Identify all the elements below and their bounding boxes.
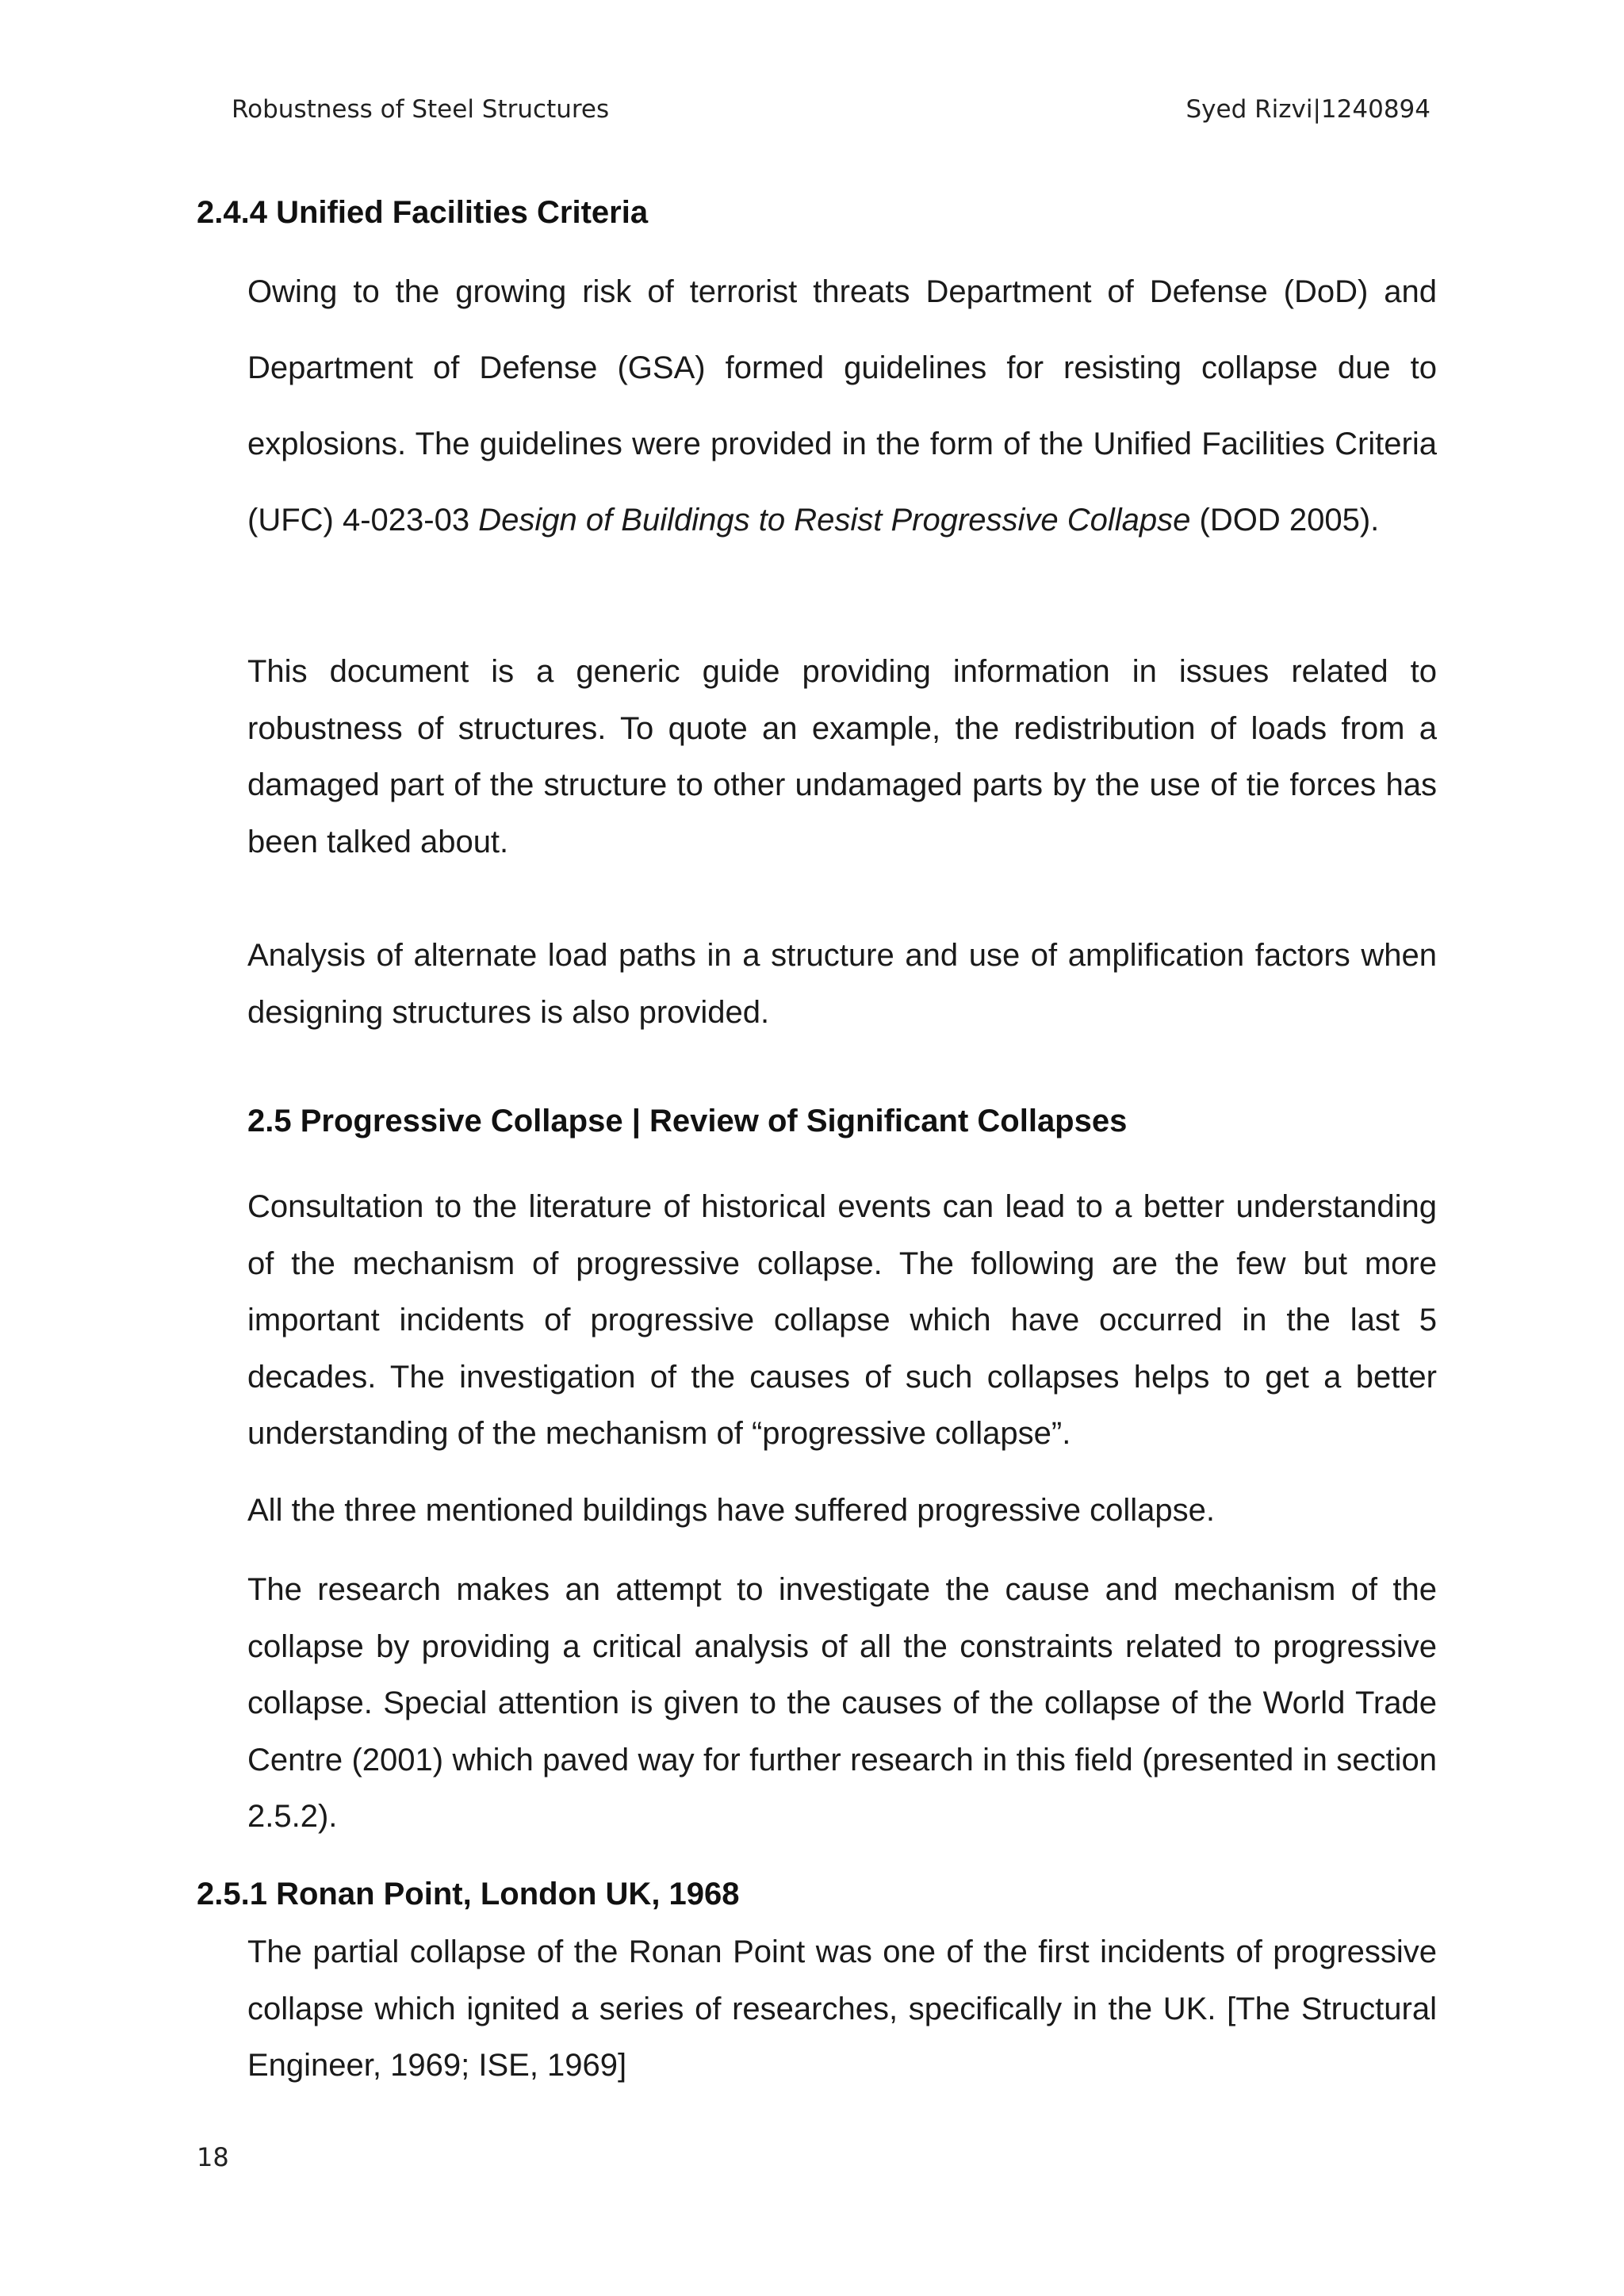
paragraph-progressive-intro: Consultation to the literature of historical events can lead to a better understanding of the mechanism of progressive collapse. The following are the few but more important incidents of progressive collapse which have occurred in the last 5 decades. The investigation of the causes of such collapses helps to get a better understanding of the mechanism of “progressive collapse”. — [247, 1189, 1437, 1451]
page-number: 18 — [197, 2142, 229, 2172]
author-id: Syed Rizvi|1240894 — [1185, 95, 1431, 124]
paragraph-three-buildings: All the three mentioned buildings have suffered progressive collapse. — [247, 1493, 1215, 1528]
running-title: Robustness of Steel Structures — [232, 95, 610, 124]
heading-2-5: 2.5 Progressive Collapse | Review of Significant Collapses — [247, 1104, 1128, 1138]
paragraph-ufc-intro-tail: (DOD 2005). — [1190, 503, 1380, 538]
paragraph-ronan-point: The partial collapse of the Ronan Point was one of the first incidents of progressive collapse which ignited a series of researches, specifically in the UK. [The Structural Engineer, 1969; ISE, 1969] — [247, 1934, 1437, 2083]
document-title-italic: Design of Buildings to Resist Progressive Collapse — [478, 503, 1191, 538]
paragraph-ufc-analysis: Analysis of alternate load paths in a structure and use of amplification factors when designing structures is also provided. — [247, 938, 1437, 1030]
paragraph-ufc-intro-text: Owing to the growing risk of terrorist threats Department of Defense (DoD) and Department of Defense (GSA) formed guidelines for resisting collapse due to explosions. The guidelines were provided in the form of the Unified Facilities Criteria (UFC) 4-023-03 — [247, 274, 1437, 538]
paragraph-research-attempt: The research makes an attempt to investigate the cause and mechanism of the collapse by providing a critical analysis of all the constraints related to progressive collapse. Special attention is given to the causes of the collapse of the World Trade Centre (2001) which paved way for further research in this field (presented in section 2.5.2). — [247, 1572, 1437, 1834]
heading-2-5-1: 2.5.1 Ronan Point, London UK, 1968 — [197, 1877, 740, 1911]
paragraph-ufc-intro — [247, 254, 1437, 558]
heading-2-4-4: 2.4.4 Unified Facilities Criteria — [197, 195, 649, 230]
paragraph-ufc-guide: This document is a generic guide providing information in issues related to robustness of structures. To quote an example, the redistribution of loads from a damaged part of the structure to other undamaged parts by the use of tie forces has been talked about. — [247, 654, 1437, 859]
page-header — [232, 95, 1431, 135]
